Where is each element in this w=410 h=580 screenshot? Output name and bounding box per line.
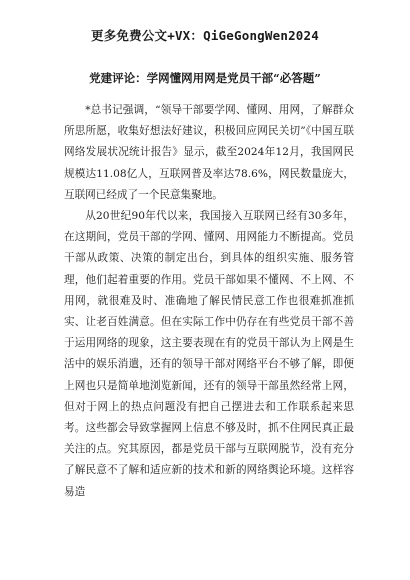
paragraph-2: 从20世纪90年代以来，我国接入互联网已经有30多年，在这期间，党员干部的学网、懂网、用网能力不断提高。党员干部从政策、决策的制定出台，到具体的组织实施、服务管理，他们起着重要的作用。党员干部如果不懂网、不上网、不用网，就很难及时、准确地了解民情民意工作也很难抓准抓实、让老百姓满意。但在实际工作中仍存在有些党员干部不善于运用网络的现象，这主要表现在有的党员干部认为上网是生活中的娱乐消遣，还有的领导干部对网络平台不够了解，即便上网也只是简单地浏览新闻，还有的领导干部虽然经常上网，但对于网上的热点问题没有把自己摆进去和工作联系起来思考。这些都会导致掌握网上信息不够及时，抓不住网民真正最关注的点。究其原因，都是党员干部与互联网脱节，没有充分了解民意不了解和适应新的技术和新的网络舆论环境。这样容易造 (64, 210, 354, 498)
article-body (64, 100, 354, 503)
article-title: 党建评论：学网懂网用网是党员干部“必答题” (89, 71, 321, 85)
paragraph-1: *总书记强调，“领导干部要学网、懂网、用网，了解群众所思所愿，收集好想法好建议，积极回应网民关切”《中国互联网络发展状况统计报告》显示，截至2024年12月，我国网民规模达11.08亿人，互联网普及率达78.6%，网民数量庞大，互联网已经成了一个民意集聚地。 (64, 104, 354, 201)
header-watermark: 更多免费公文+VX：QiGeGongWen2024 (91, 28, 319, 43)
